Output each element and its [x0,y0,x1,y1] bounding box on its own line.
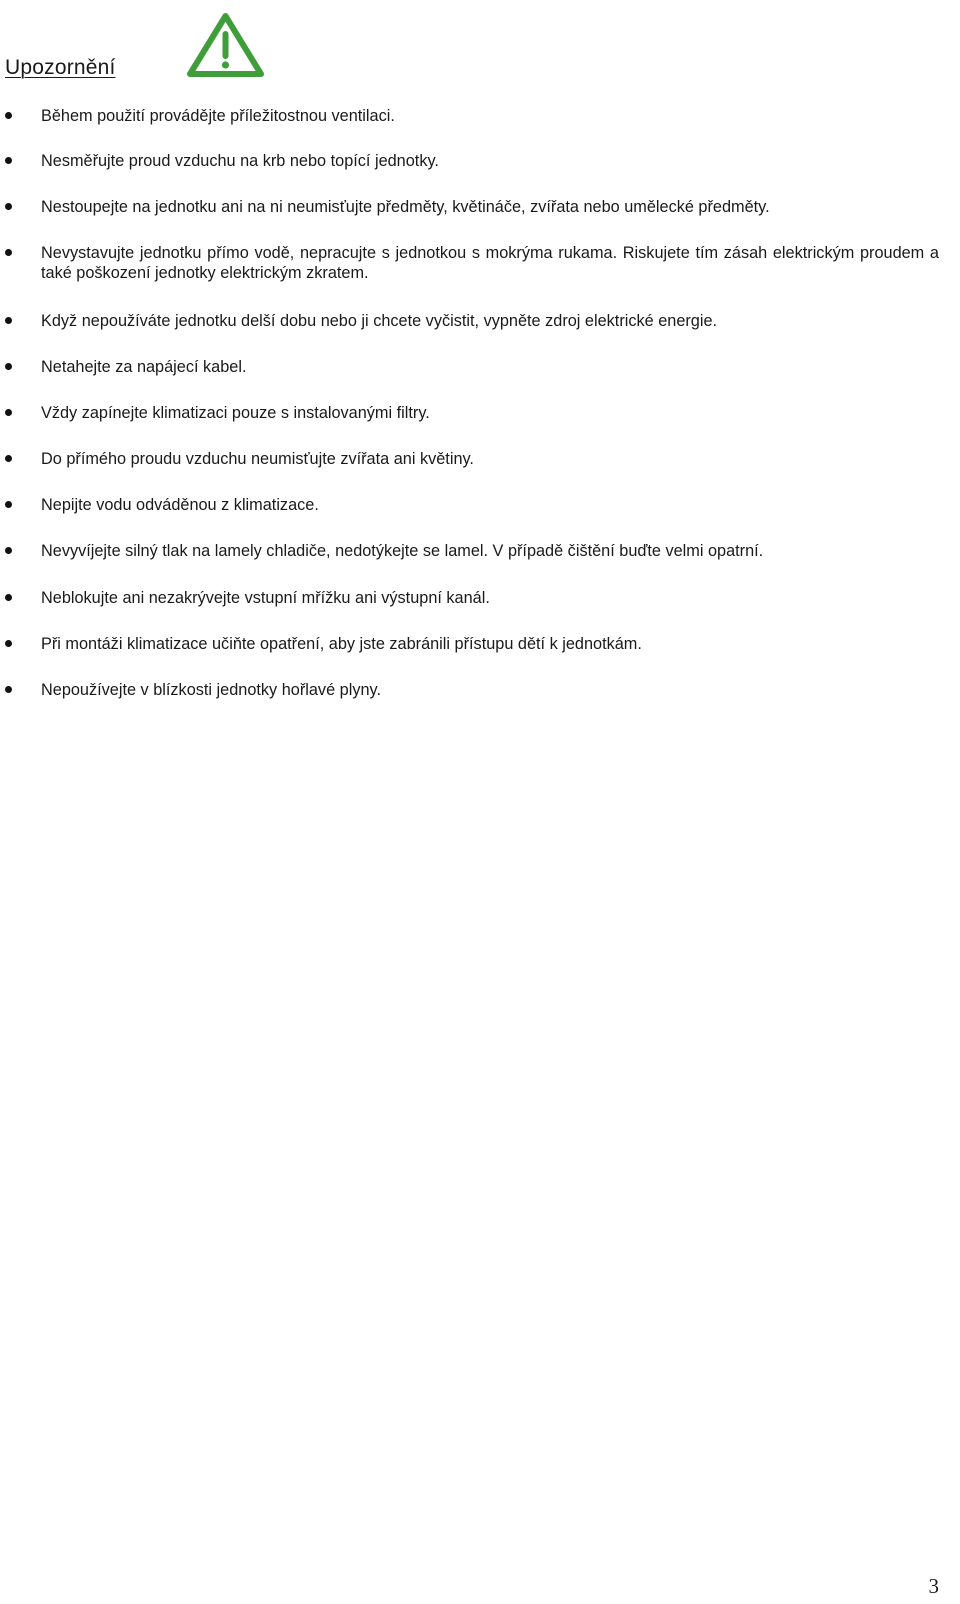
list-item-text: Nestoupejte na jednotku ani na ni neumisťujte předměty, květináče, zvířata nebo umělecké předměty. [41,198,770,216]
warning-triangle-icon [186,12,265,78]
list-item-text: Během použití provádějte příležitostnou ventilaci. [41,107,395,125]
bullet-icon [5,594,12,601]
section-header [5,10,405,90]
list-item-text: Nesměřujte proud vzduchu na krb nebo topící jednotky. [41,152,439,170]
list-item-text: Do přímého proudu vzduchu neumisťujte zvířata ani květiny. [41,450,474,468]
section-heading: Upozornění [5,56,116,79]
bullet-icon [5,640,12,647]
bullet-icon [5,547,12,554]
page-number: 3 [928,1574,939,1598]
bullet-icon [5,686,12,693]
bullet-icon [5,112,12,119]
bullet-icon [5,317,12,324]
list-item-text: Nevyvíjejte silný tlak na lamely chladiče, nedotýkejte se lamel. V případě čištění buďte velmi opatrní. [41,542,764,560]
bullet-icon [5,363,12,370]
list-item-text: Když nepoužíváte jednotku delší dobu nebo ji chcete vyčistit, vypněte zdroj elektrické energie. [41,312,718,330]
list-item-text: Nevystavujte jednotku přímo vodě, nepracujte s jednotkou s mokrýma rukama. Riskujete tím zásah elektrickým proudem a také poškození jednotky elektrickým zkratem. [41,244,939,282]
list-item-text: Nepijte vodu odváděnou z klimatizace. [41,496,319,514]
list-item-text: Neblokujte ani nezakrývejte vstupní mřížku ani výstupní kanál. [41,589,490,607]
bullet-icon [5,501,12,508]
bullet-icon [5,203,12,210]
bullet-icon [5,455,12,462]
list-item-text: Netahejte za napájecí kabel. [41,358,247,376]
bullet-icon [5,249,12,256]
list-item-text: Při montáži klimatizace učiňte opatření, aby jste zabránili přístupu dětí k jednotkám. [41,635,642,653]
bullet-icon [5,157,12,164]
list-item-text: Vždy zapínejte klimatizaci pouze s instalovanými filtry. [41,404,430,422]
bullet-icon [5,409,12,416]
list-item-text: Nepoužívejte v blízkosti jednotky hořlavé plyny. [41,681,381,699]
